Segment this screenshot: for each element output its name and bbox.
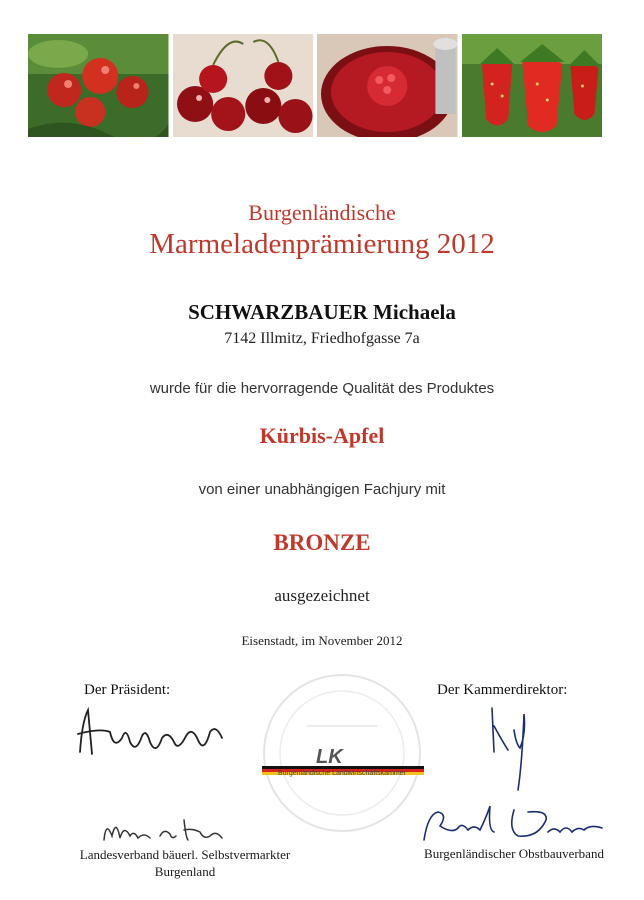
org-left-line-1: Landesverband bäuerl. Selbstvermarkter <box>79 847 291 862</box>
page-title: Marmeladenprämierung 2012 <box>149 228 495 260</box>
president-label: Der Präsident: <box>84 682 171 698</box>
org-left <box>40 846 330 880</box>
product-name: Kürbis-Apfel <box>259 423 385 448</box>
rosehip-photo <box>28 34 169 137</box>
place-date: Eisenstadt, im November 2012 <box>241 633 403 648</box>
title-line-1: Burgenländische <box>248 200 396 225</box>
strawberries-photo <box>462 34 603 137</box>
awarded-text: ausgezeichnet <box>274 586 370 605</box>
raspberry-jam-photo <box>317 34 458 137</box>
bottom-left-signature <box>100 810 240 846</box>
lk-mark: LK <box>316 746 343 768</box>
photo-strip <box>28 34 602 137</box>
org-left-line-2: Burgenland <box>154 864 216 879</box>
recipient-address: 7142 Illmitz, Friedhofgasse 7a <box>224 330 420 347</box>
award-level: BRONZE <box>273 530 371 555</box>
bottom-right-signature <box>418 800 608 846</box>
director-label: Der Kammerdirektor: <box>437 682 568 698</box>
director-signature <box>478 704 558 794</box>
recipient-name: SCHWARZBAUER Michaela <box>188 300 456 324</box>
org-right: Burgenländischer Obstbauverband <box>424 846 604 861</box>
president-signature <box>70 702 240 762</box>
jury-statement: von einer unabhängigen Fachjury mit <box>198 481 446 498</box>
lk-logo <box>258 750 428 786</box>
cherries-photo <box>173 34 314 137</box>
lk-subtitle: Burgenländische Landwirtschaftskammer <box>277 770 406 777</box>
quality-statement: wurde für die hervorragende Qualität des Produktes <box>149 380 495 397</box>
